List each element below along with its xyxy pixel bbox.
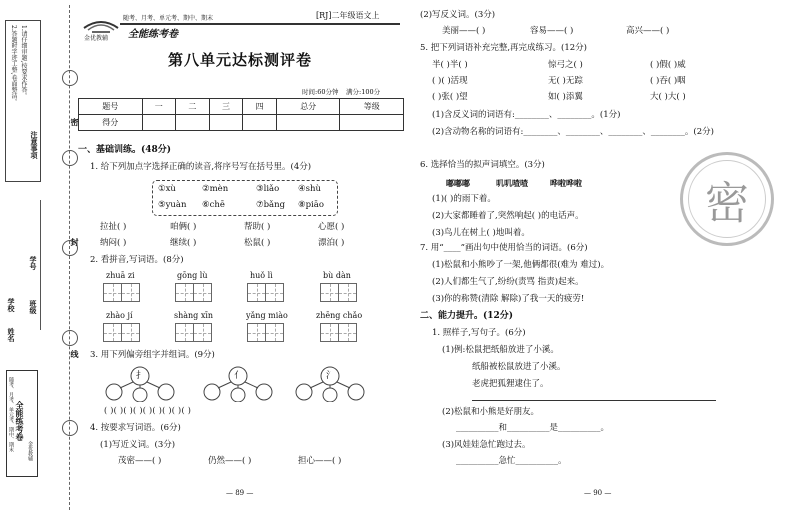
antonym-item[interactable]: 美丽——( ) — [442, 26, 486, 36]
book-title: 全能练考卷 — [128, 29, 178, 40]
score-cell[interactable] — [340, 115, 404, 131]
score-table — [78, 98, 404, 131]
notice-box — [5, 20, 41, 182]
notice-title: 注意事项 — [30, 131, 39, 159]
example-prompt: 老虎把狐狸逮住了。 — [472, 379, 549, 389]
writing-grid[interactable] — [247, 323, 283, 342]
onomatopoeia-option: 嘟嘟嘟 — [446, 178, 470, 188]
score-cell[interactable] — [276, 115, 340, 131]
q4-sub1: (1)写近义词。(3分) — [100, 440, 176, 450]
pinyin: zhào jí — [106, 311, 133, 320]
onomatopoeia-option: 哗啦哗啦 — [550, 178, 582, 188]
table-header: 一 — [142, 99, 176, 115]
q1-word: 纳闷( ) — [100, 238, 127, 248]
vertical-banner-text: 随考、月考、单元考、期中、期末 — [8, 377, 14, 452]
q5-text: 5. 把下列词语补充完整,再完成练习。(12分) — [420, 43, 587, 53]
synonym-item[interactable]: 茂密——( ) — [118, 456, 162, 466]
reading-option: ④shù — [298, 184, 321, 194]
idiom-blank[interactable]: 半( )半( ) — [432, 60, 468, 70]
idiom-blank[interactable]: ( )( )活现 — [432, 76, 468, 86]
student-info-2 — [6, 280, 26, 360]
score-cell[interactable] — [142, 115, 176, 131]
binding-hole — [62, 70, 78, 86]
reading-option: ③liǎo — [256, 184, 280, 194]
q2-text: 2. 看拼音,写词语。(8分) — [90, 255, 184, 265]
writing-grid[interactable] — [320, 283, 356, 302]
section2-heading: 二、能力提升。(12分) — [420, 311, 514, 321]
writing-grid[interactable] — [175, 323, 211, 342]
idiom-blank[interactable]: ( )假( )威 — [650, 60, 686, 70]
idiom-blank[interactable]: 大( )大( ) — [650, 92, 686, 102]
q7-item[interactable]: (3)你的称赞(清除 解除)了我一天的疲劳! — [432, 294, 585, 304]
notice-rule: 2.答题时字迹工整,卷面整洁。 — [10, 25, 17, 105]
q1-text: 1. 给下列加点字选择正确的读音,将序号写在括号里。(4分) — [90, 162, 312, 172]
table-header: 三 — [209, 99, 243, 115]
q6-item[interactable]: (2)大家都睡着了,突然响起( )的电话声。 — [432, 211, 584, 221]
reading-option: ⑥chē — [202, 200, 225, 210]
table-row-label: 得分 — [79, 115, 143, 131]
pinyin: huǒ lì — [250, 271, 273, 280]
table-header: 总分 — [276, 99, 340, 115]
reading-option: ⑦bǎng — [256, 200, 286, 210]
idiom-blank[interactable]: 无( )无踪 — [548, 76, 583, 86]
q1-word: 拉扯( ) — [100, 222, 127, 232]
idiom-blank[interactable]: 惊弓之( ) — [548, 60, 583, 70]
vertical-banner — [6, 370, 38, 477]
q7-item[interactable]: (2)人们都生气了,纷纷(责骂 指责)起来。 — [432, 277, 584, 287]
reading-option: ①xù — [158, 184, 176, 194]
radical-diagram — [100, 362, 180, 402]
score-cell[interactable] — [243, 115, 277, 131]
q6-text: 6. 选择恰当的拟声词填空。(3分) — [420, 160, 545, 170]
antonym-item[interactable]: 容易——( ) — [530, 26, 574, 36]
radical-diagram — [290, 362, 370, 402]
q6-item[interactable]: (1)( )的雨下着。 — [432, 194, 496, 204]
radical-label: 氵 — [326, 371, 336, 381]
idiom-blank[interactable]: ( )吞( )咽 — [650, 76, 686, 86]
brand-name: 金优教辅 — [84, 35, 109, 42]
seal-label-mi: 密 — [70, 118, 80, 126]
q5-sub2[interactable]: (2)含动物名称的词语有:________、________、________、________。(2分) — [432, 127, 714, 137]
q1-word: 继续( ) — [170, 238, 197, 248]
student-info — [28, 200, 48, 330]
antonym-item[interactable]: 高兴——( ) — [626, 26, 670, 36]
vertical-book-title: 全能练考卷 — [15, 401, 25, 441]
score-cell[interactable] — [209, 115, 243, 131]
time-info: 时间:60分钟 — [302, 88, 339, 96]
exam-title: 第八单元达标测评卷 — [168, 51, 313, 69]
reading-option: ②mèn — [202, 184, 229, 194]
writing-grid[interactable] — [320, 323, 356, 342]
reading-option: ⑤yuàn — [158, 200, 187, 210]
pinyin: shàng xīn — [174, 311, 214, 320]
writing-grid[interactable] — [247, 283, 283, 302]
pinyin: bù dàn — [323, 271, 351, 280]
radical-diagram — [198, 362, 278, 402]
table-header: 等级 — [340, 99, 404, 115]
writing-grid[interactable] — [103, 283, 139, 302]
banner-text: 随考、月考、单元考、期中、期末 — [123, 15, 214, 22]
q1-word: 松鼠( ) — [244, 238, 271, 248]
radical-blanks[interactable]: ( )( )( )( )( )( )( )( )( ) — [104, 406, 192, 415]
section1-heading: 一、基础训练。(48分) — [78, 145, 172, 155]
page-number-left: — 89 — — [226, 489, 254, 497]
table-header: 题号 — [79, 99, 143, 115]
vertical-brand: 金优教辅 — [27, 441, 33, 461]
answer-line[interactable] — [472, 400, 716, 401]
binding-hole — [62, 420, 78, 436]
s2-item3: (3)风娃娃急忙跑过去。 — [442, 440, 531, 450]
binding-hole — [62, 330, 78, 346]
stamp-char: 密 — [705, 178, 749, 229]
q1-word: 帮助( ) — [244, 222, 271, 232]
seal-label-xian: 线 — [70, 350, 80, 358]
q3-text: 3. 用下列偏旁组字并组词。(9分) — [90, 350, 215, 360]
score-info: 满分:100分 — [346, 88, 381, 96]
reading-option: ⑧piāo — [298, 200, 324, 210]
synonym-item[interactable]: 仍然——( ) — [208, 456, 252, 466]
writing-grid[interactable] — [175, 283, 211, 302]
table-header: 四 — [243, 99, 277, 115]
q6-item[interactable]: (3)鸟儿在树上( )地叫着。 — [432, 228, 530, 238]
q5-sub1[interactable]: (1)含反义词的词语有:________、________。(1分) — [432, 110, 621, 120]
s2-item3-blank[interactable]: __________急忙__________。 — [456, 456, 567, 466]
page-number-right: — 90 — — [584, 489, 612, 497]
writing-grid[interactable] — [103, 323, 139, 342]
seal-label-feng: 封 — [70, 238, 80, 246]
notice-rule: 1.请仔细审题,按要求作答。 — [20, 25, 27, 99]
s2-item2-blank[interactable]: __________和__________是__________。 — [456, 423, 610, 433]
binding-hole — [62, 150, 78, 166]
table-header: 二 — [176, 99, 210, 115]
radical-label: 亻 — [234, 371, 244, 381]
example-sentence: (1)例:松鼠把纸船放进了小溪。 — [442, 345, 559, 355]
score-cell[interactable] — [176, 115, 210, 131]
s2-item2: (2)松鼠和小熊是好朋友。 — [442, 407, 540, 417]
pinyin: gōng lù — [177, 271, 208, 280]
r-sub2: (2)写反义词。(3分) — [420, 10, 496, 20]
example-answer: 纸船被松鼠放进了小溪。 — [472, 362, 566, 372]
q7-item[interactable]: (1)松鼠和小熊吵了一架,他俩都很(难为 难过)。 — [432, 260, 610, 270]
field-label: 班级 — [29, 300, 38, 314]
pinyin: yǎng miào — [246, 311, 288, 320]
radical-label: 扌 — [136, 371, 146, 381]
q4-text: 4. 按要求写词语。(6分) — [90, 423, 181, 433]
idiom-blank[interactable]: ( )张( )望 — [432, 92, 468, 102]
idiom-blank[interactable]: 如( )添翼 — [548, 92, 583, 102]
s2-q1-text: 1. 照样子,写句子。(6分) — [432, 328, 526, 338]
q7-text: 7. 用“____”画出句中使用恰当的词语。(6分) — [420, 243, 588, 253]
synonym-item[interactable]: 担心——( ) — [298, 456, 342, 466]
edition: [RJ]二年级语文上 — [316, 11, 380, 20]
field-label: 姓名 — [7, 328, 16, 342]
onomatopoeia-option: 叽叽喳喳 — [496, 178, 528, 188]
pinyin: zhēng chǎo — [316, 311, 363, 320]
q1-word: 咱俩( ) — [170, 222, 197, 232]
q1-word: 心愿( ) — [318, 222, 345, 232]
field-label: 学号 — [29, 256, 38, 270]
field-label: 学校 — [7, 298, 16, 312]
q1-word: 漂泊( ) — [318, 238, 345, 248]
confidential-stamp — [680, 152, 774, 246]
pinyin: zhuā zi — [106, 271, 135, 280]
